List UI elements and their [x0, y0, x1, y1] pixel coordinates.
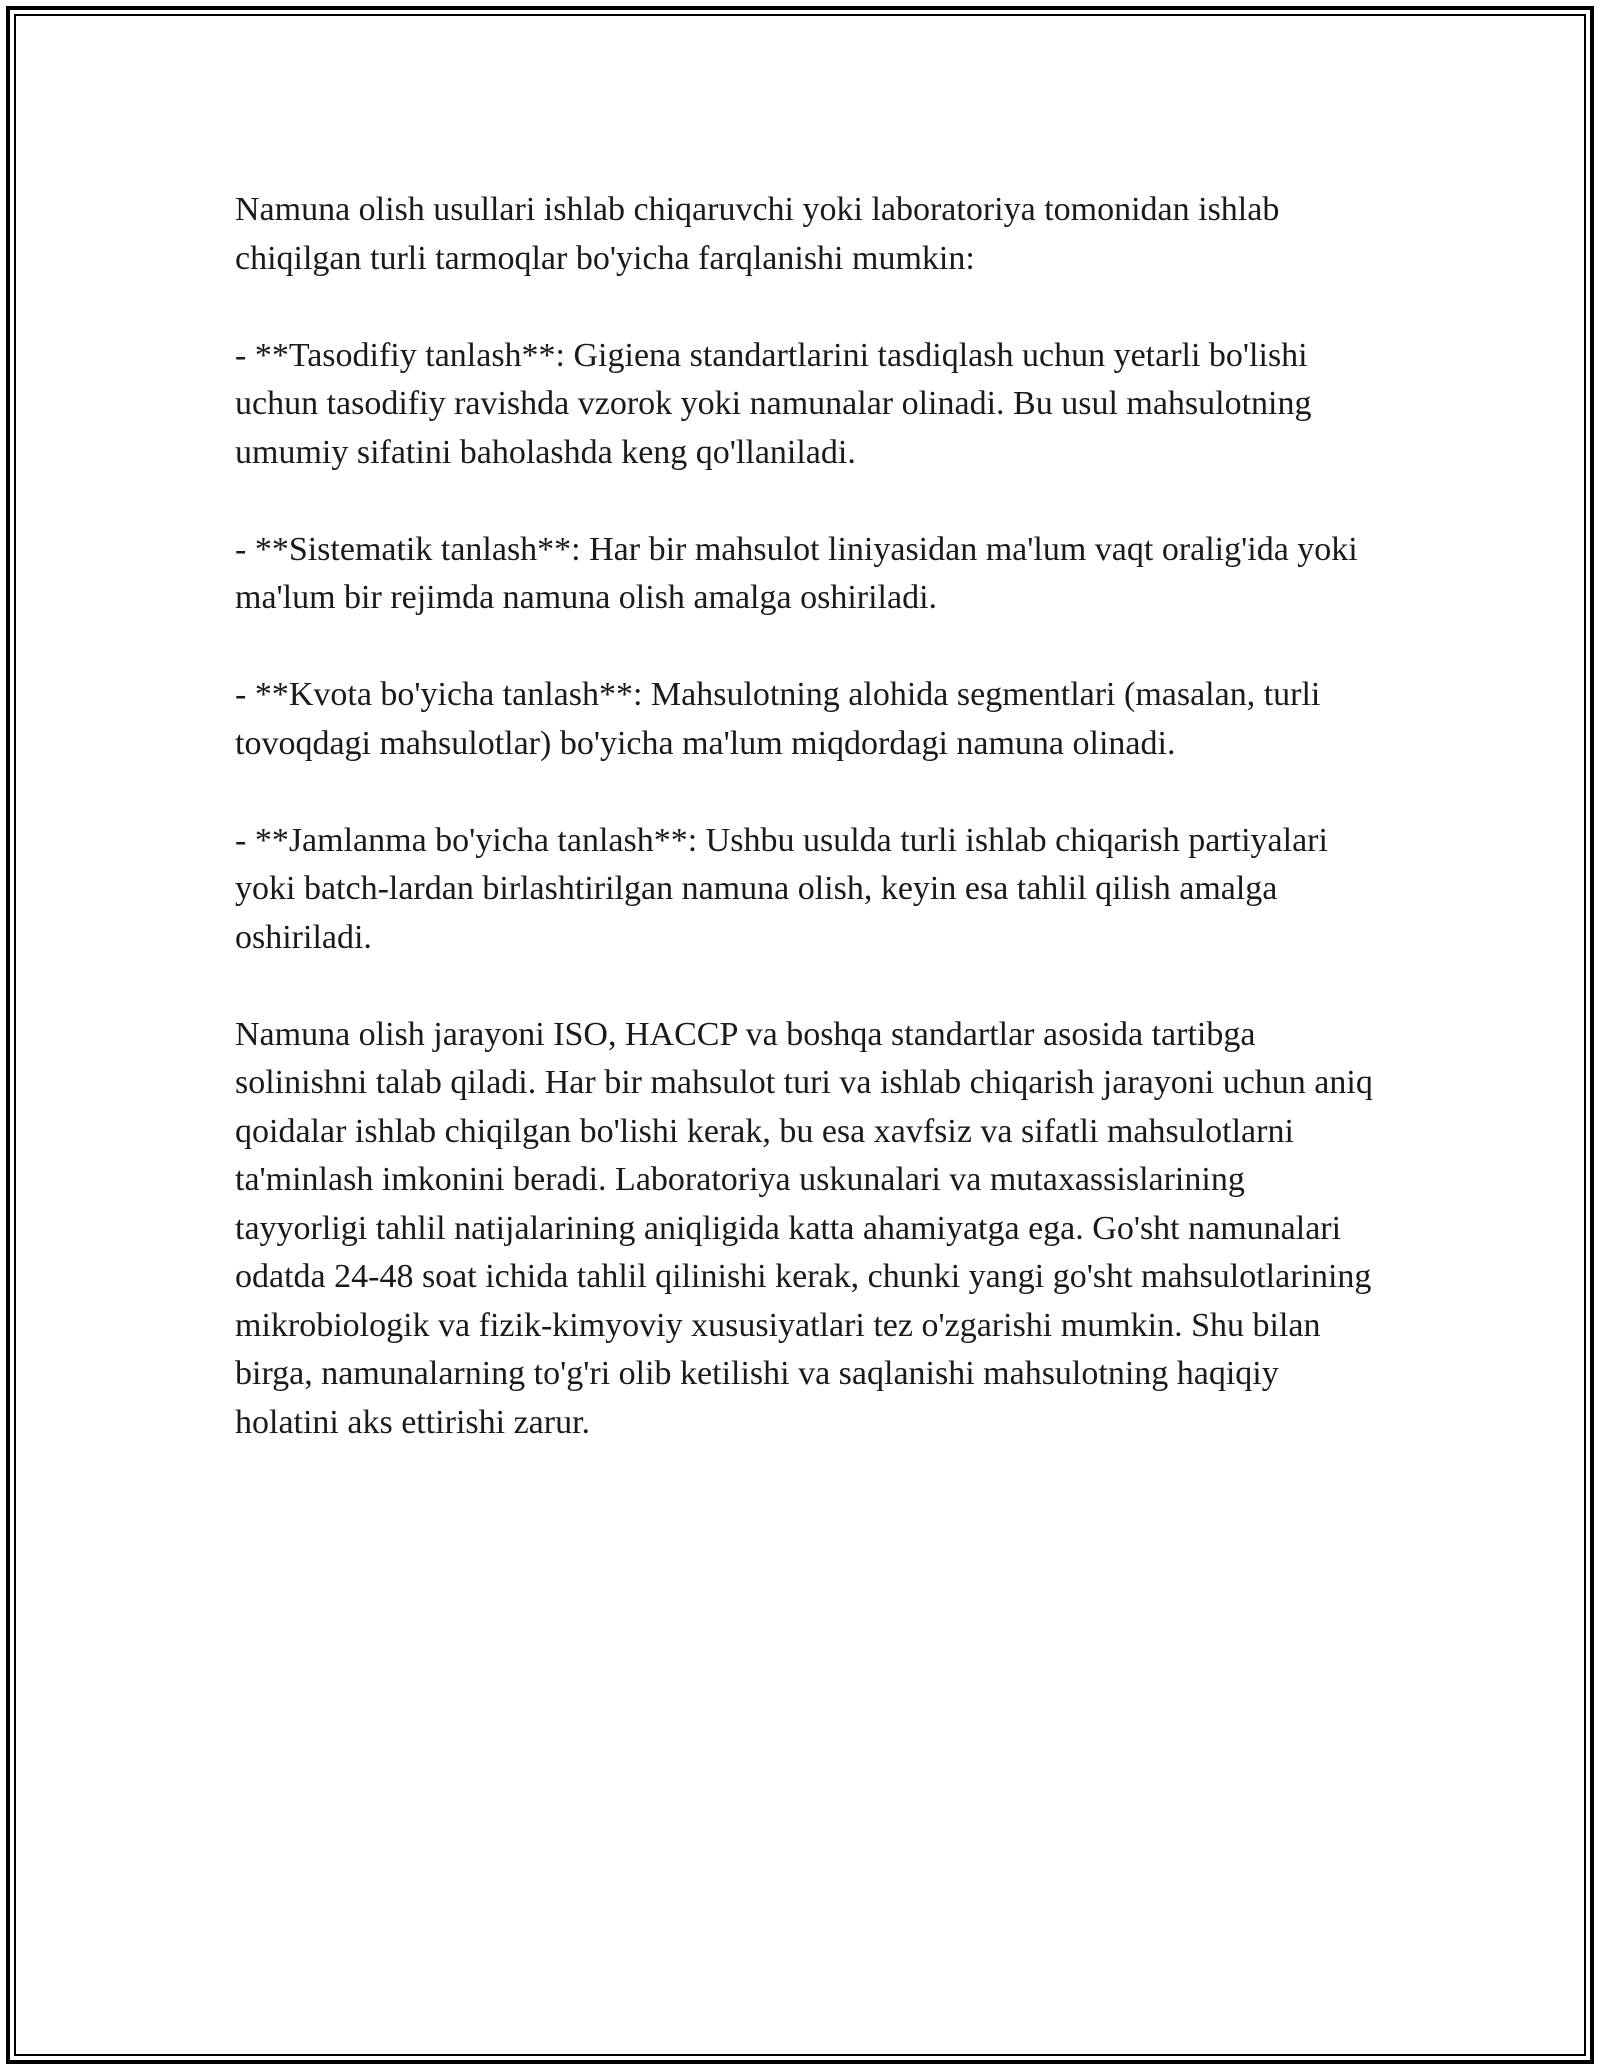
- list-item-random-sampling: - **Tasodifiy tanlash**: Gigiena standartlarini tasdiqlash uchun yetarli bo'lishi uchun tasodifiy ravishda vzorok yoki namunalar olinadi. Bu usul mahsulotning umumiy sifatini baholashda keng qo'llaniladi.: [235, 336, 1312, 471]
- list-item-systematic-sampling: - **Sistematik tanlash**: Har bir mahsulot liniyasidan ma'lum vaqt oralig'ida yoki ma'lum bir rejimda namuna olish amalga oshiriladi.: [235, 530, 1358, 616]
- conclusion-paragraph: Namuna olish jarayoni ISO, HACCP va boshqa standartlar asosida tartibga solinishni talab qiladi. Har bir mahsulot turi va ishlab chiqarish jarayoni uchun aniq qoidalar ishlab chiqilgan bo'lishi kerak, bu esa xavfsiz va sifatli mahsulotlarni ta'minlash imkonini beradi. Laboratoriya uskunalari va mutaxassislarining tayyorligi tahlil natijalarining aniqligida katta ahamiyatga ega. Go'sht namunalari odatda 24-48 soat ichida tahlil qilinishi kerak, chunki yangi go'sht mahsulotlarining mikrobiologik va fizik-kimyoviy xususiyatlari tez o'zgarishi mumkin. Shu bilan birga, namunalarning to'g'ri olib ketilishi va saqlanishi mahsulotning haqiqiy holatini aks ettirishi zarur.: [235, 1015, 1373, 1441]
- list-item-composite-sampling: - **Jamlanma bo'yicha tanlash**: Ushbu usulda turli ishlab chiqarish partiyalari yoki batch-lardan birlashtirilgan namuna olish, keyin esa tahlil qilish amalga oshiriladi.: [235, 821, 1328, 956]
- intro-paragraph: Namuna olish usullari ishlab chiqaruvchi yoki laboratoriya tomonidan ishlab chiqilgan turli tarmoqlar bo'yicha farqlanishi mumkin:: [235, 191, 1280, 277]
- list-item-quota-sampling: - **Kvota bo'yicha tanlash**: Mahsulotning alohida segmentlari (masalan, turli tovoqdagi mahsulotlar) bo'yicha ma'lum miqdordagi namuna olinadi.: [235, 676, 1321, 762]
- document-body: [235, 186, 1375, 1447]
